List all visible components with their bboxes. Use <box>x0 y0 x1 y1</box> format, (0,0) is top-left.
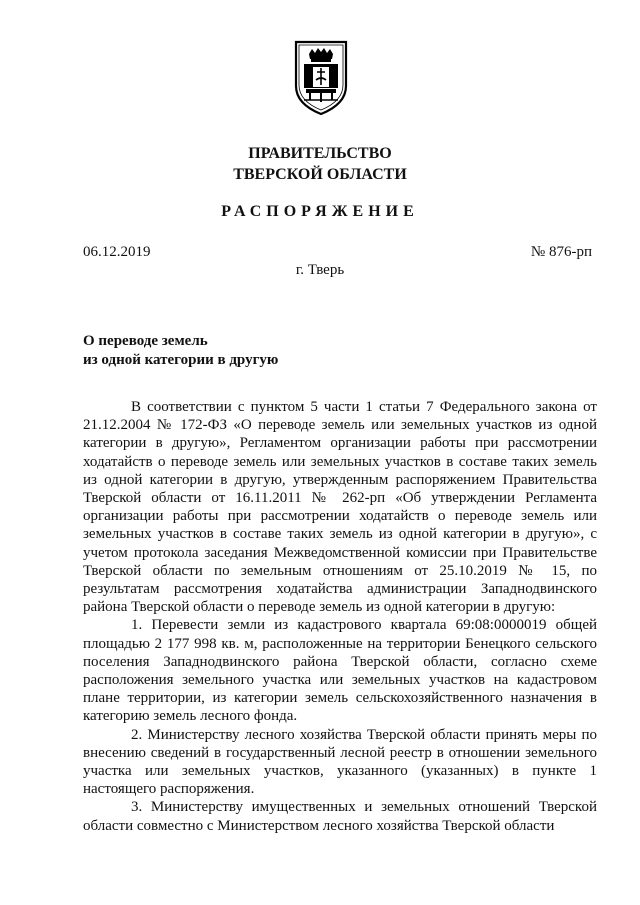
document-type: РАСПОРЯЖЕНИЕ <box>221 203 419 220</box>
body-paragraph-3: 3. Министерству имущественных и земельных отношений Тверской области совместно с Министерством лесного хозяйства Тверской области <box>83 799 597 834</box>
document-body <box>83 398 597 835</box>
document-city: г. Тверь <box>295 262 345 278</box>
body-paragraph-2: 2. Министерству лесного хозяйства Тверской области принять меры по внесению сведений в государственный лесной реестр в отношении земельного участка или земельных участков, указанного (указанных) в пункте 1 настоящего распоряжения. <box>83 726 597 798</box>
tver-coat-of-arms-icon <box>292 40 350 116</box>
subject-line2: из одной категории в другую <box>83 352 279 368</box>
subject-line1: О переводе земель <box>83 333 208 349</box>
body-paragraph-preamble: В соответствии с пунктом 5 части 1 статьи 7 Федерального закона от 21.12.2004 № 172-ФЗ «О переводе земель или земельных участков из одной категории в другую», Регламентом организации работы при рассмотрении ходатайств о переводе земель или земельных участков в составе таких земель из одной категории в другую, утвержденным распоряжением Правительства Тверской области от 16.11.2011 № 262-рп «Об утверждении Регламента организации работы при рассмотрении ходатайств о переводе земель или земельных участков в составе таких земель из одной категории в другую», с учетом протокола заседания Межведомственной комиссии при Правительстве Тверской области по земельным отношениям от 25.10.2019 № 15, по результатам рассмотрения ходатайства администрации Западнодвинского района Тверской области о переводе земель из одной категории в другую: <box>83 399 597 616</box>
document-date: 06.12.2019 <box>83 244 151 260</box>
document-subject <box>83 332 278 370</box>
document-number: № 876-рп <box>530 244 592 260</box>
org-name-line2: ТВЕРСКОЙ ОБЛАСТИ <box>233 166 407 183</box>
body-paragraph-1: 1. Перевести земли из кадастрового квартала 69:08:0000019 общей площадью 2 177 998 кв. м, расположенные на территории Бенецкого сельского поселения Западнодвинского района Тверской области, согласно схеме расположения земельного участка или земельных участков на кадастровом плане территории, из категории земель сельскохозяйственного назначения в категорию земель лесного фонда. <box>83 617 597 725</box>
org-name-line1: ПРАВИТЕЛЬСТВО <box>248 145 392 162</box>
